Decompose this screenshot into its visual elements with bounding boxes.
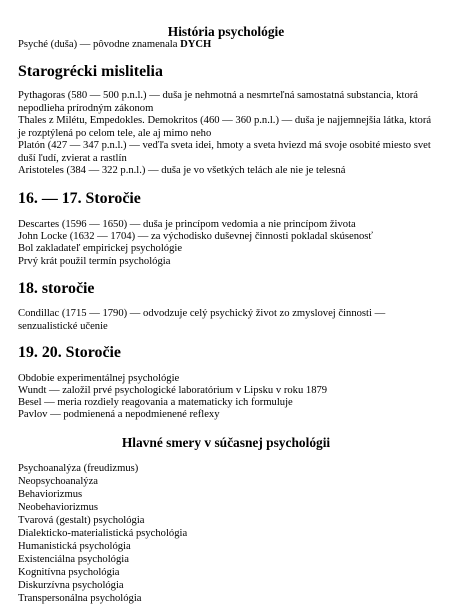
list-item: Prvý krát použil termín psychológia (18, 256, 171, 267)
section-heading-greek: Starogrécki mislitelia (18, 63, 163, 80)
list-item: Descartes (1596 — 1650) — duša je princípom vedomia a nie princípom života (18, 219, 356, 230)
list-item: Obdobie experimentálnej psychológie (18, 373, 180, 384)
list-item: Pythagoras (580 — 500 p.n.l.) — duša je nehmotná a nesmrteľná samostatná substancia, ktorá nepodlieha prírodným zákonom (18, 90, 419, 114)
list-item: Neobehaviorizmus (18, 502, 99, 513)
list-item: Humanistická psychológia (18, 541, 131, 552)
section-title-directions: Hlavné smery v súčasnej psychológii (121, 435, 331, 450)
list-item: Dialekticko-materialistická psychológia (18, 528, 188, 539)
page-title: História psychológie (167, 24, 285, 39)
list-item: Transpersonálna psychológia (18, 593, 142, 604)
section-heading-18: 18. storočie (18, 280, 95, 297)
list-item: Pavlov — podmienená a nepodmienené reflexy (18, 409, 220, 420)
list-item: Tvarová (gestalt) psychológia (18, 515, 145, 526)
intro-line (18, 39, 440, 52)
intro-emphasis: DYCH (180, 39, 212, 50)
list-item: Wundt — založil prvé psychologické laboratórium v Lipsku v roku 1879 (18, 385, 328, 396)
list-item: Psychoanalýza (freudizmus) (18, 463, 139, 474)
list-item: Thales z Milétu, Empedokles. Demokritos (460 — 360 p.n.l.) — duša je najjemnejšia látka, ktorá je rozptýlená po celom tele, ale aj mimo neho (18, 115, 432, 139)
intro-text: Psyché (duša) — pôvodne znamenala (18, 39, 181, 50)
section-heading-16-17: 16. — 17. Storočie (18, 190, 141, 207)
list-item: Kognitívna psychológia (18, 567, 120, 578)
list-item: Behaviorizmus (18, 489, 83, 500)
list-item: Aristoteles (384 — 322 p.n.l.) — duša je vo všetkých telách ale nie je telesná (18, 165, 346, 176)
list-item: Diskurzívna psychológia (18, 580, 124, 591)
list-item: Bol zakladateľ empirickej psychológie (18, 243, 183, 254)
list-item: Besel — meria rozdiely reagovania a matematicky ich formuluje (18, 397, 293, 408)
list-item: Platón (427 — 347 p.n.l.) — veďľa sveta idei, hmoty a sveta hviezd má svoje osobité miesto svet duší ľudí, zvierat a rastlín (18, 140, 431, 164)
list-item: Existenciálna psychológia (18, 554, 129, 565)
list-item: John Locke (1632 — 1704) — za východisko duševnej činnosti pokladal skúsenosť (18, 231, 373, 242)
section-heading-19-20: 19. 20. Storočie (18, 344, 121, 361)
list-item: Condillac (1715 — 1790) — odvodzuje celý psychický život zo zmyslovej činnosti — senzualistické učenie (18, 308, 386, 332)
list-item: Neopsychoanalýza (18, 476, 99, 487)
